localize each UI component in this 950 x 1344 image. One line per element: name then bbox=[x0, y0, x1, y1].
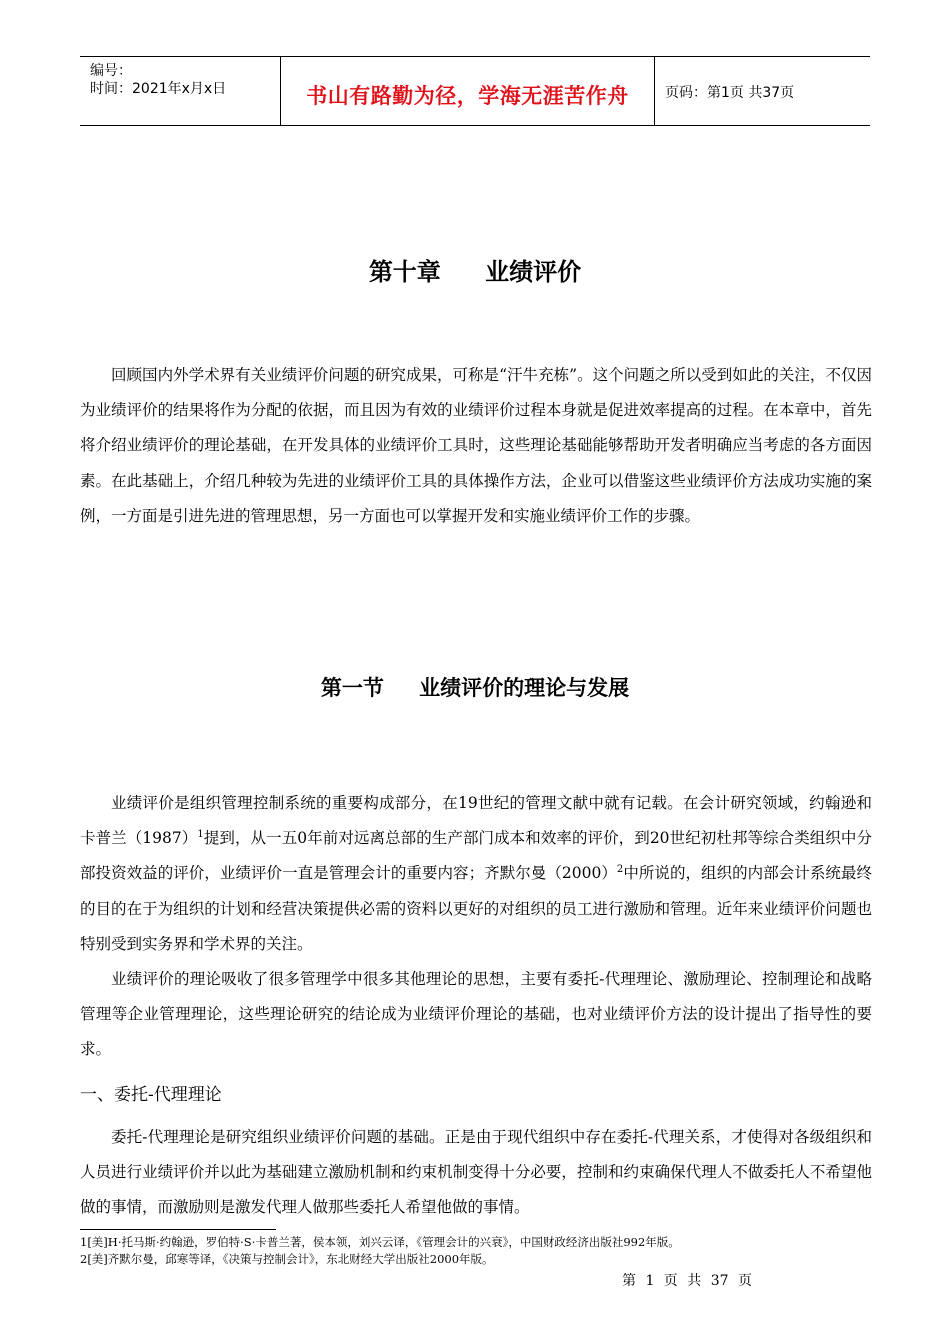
footnote-ref-1: 1 bbox=[197, 829, 204, 841]
body-paragraph-theory: 业绩评价的理论吸收了很多管理学中很多其他理论的思想，主要有委托-代理理论、激励理论、控制理论和战略管理等企业管理理论，这些理论研究的结论成为业绩评价理论的基础，也对业绩评价方法的设计提出了指导性的要求。 bbox=[80, 970, 872, 1059]
section-title: 第一节 业绩评价的理论与发展 bbox=[320, 676, 630, 700]
body-paragraph-agency: 委托-代理理论是研究组织业绩评价问题的基础。正是由于现代组织中存在委托-代理关系，才使得对各级组织和人员进行业绩评价并以此为基础建立激励机制和约束机制变得十分必要，控制和约束确保代理人不做委托人不希望他做的事情，而激励则是激发代理人做那些委托人希望他做的事情。 bbox=[80, 1128, 872, 1217]
intro-paragraph: 回顾国内外学术界有关业绩评价问题的研究成果，可称是“汗牛充栋”。这个问题之所以受到如此的关注，不仅因为业绩评价的结果将作为分配的依据，而且因为有效的业绩评价过程本身就是促进效率提高的过程。在本章中，首先将介绍业绩评价的理论基础，在开发具体的业绩评价工具时，这些理论基础能够帮助开发者明确应当考虑的各方面因素。在此基础上，介绍几种较为先进的业绩评价工具的具体操作方法，企业可以借鉴这些业绩评价方法成功实施的案例，一方面是引进先进的管理思想，另一方面也可以掌握开发和实施业绩评价工作的步骤。 bbox=[80, 366, 872, 525]
paragraph-text: 中所说的，组织的内部会计系统最终的目的在于为组织的计划和经营决策提供必需的资料以更好的对组织的员工进行激励和管理。近年来业绩评价问题也特别受到实务界和学术界的关注。 bbox=[80, 864, 872, 953]
footnote-1: 1[美]H·托马斯·约翰逊，罗伯特·S·卡普兰著，侯本领，刘兴云译，《管理会计的兴衰》，中国财政经济出版社992年版。 bbox=[80, 1235, 680, 1249]
chapter-title: 第十章 业绩评价 bbox=[368, 258, 582, 286]
footnote-divider bbox=[80, 1229, 276, 1230]
document-number-label: 编号： bbox=[90, 63, 132, 79]
header-left-cell bbox=[80, 57, 281, 125]
paragraph-text: 提到，从一五0年前对远离总部的生产部门成本和效率的评价，到20世纪初杜邦等综合类组织中分部投资效益的评价，业绩评价一直是管理会计的重要内容；齐默尔曼（2000） bbox=[80, 829, 872, 883]
footnote-ref-2: 2 bbox=[616, 864, 624, 876]
page-header bbox=[80, 56, 870, 126]
paragraph-text: 业绩评价是组织管理控制系统的重要构成部分，在19世纪的管理文献中就有记载。在会计研究领域，约翰逊和卡普兰（1987） bbox=[80, 794, 872, 848]
header-page-cell bbox=[655, 57, 870, 125]
header-page-info: 页码：第1页 共37页 bbox=[665, 85, 795, 101]
page-footer: 第 1 页 共 37 页 bbox=[622, 1273, 752, 1289]
header-motto-cell bbox=[281, 57, 655, 125]
subheading-agency-theory: 一、委托-代理理论 bbox=[80, 1085, 222, 1105]
document-date-label: 时间：2021年x月x日 bbox=[90, 81, 227, 97]
body-paragraph-history bbox=[80, 786, 872, 962]
footnote-2: 2[美]齐默尔曼，邱寒等译，《决策与控制会计》，东北财经大学出版社2000年版。 bbox=[80, 1252, 494, 1266]
header-motto: 书山有路勤为径，学海无涯苦作舟 bbox=[306, 84, 629, 108]
